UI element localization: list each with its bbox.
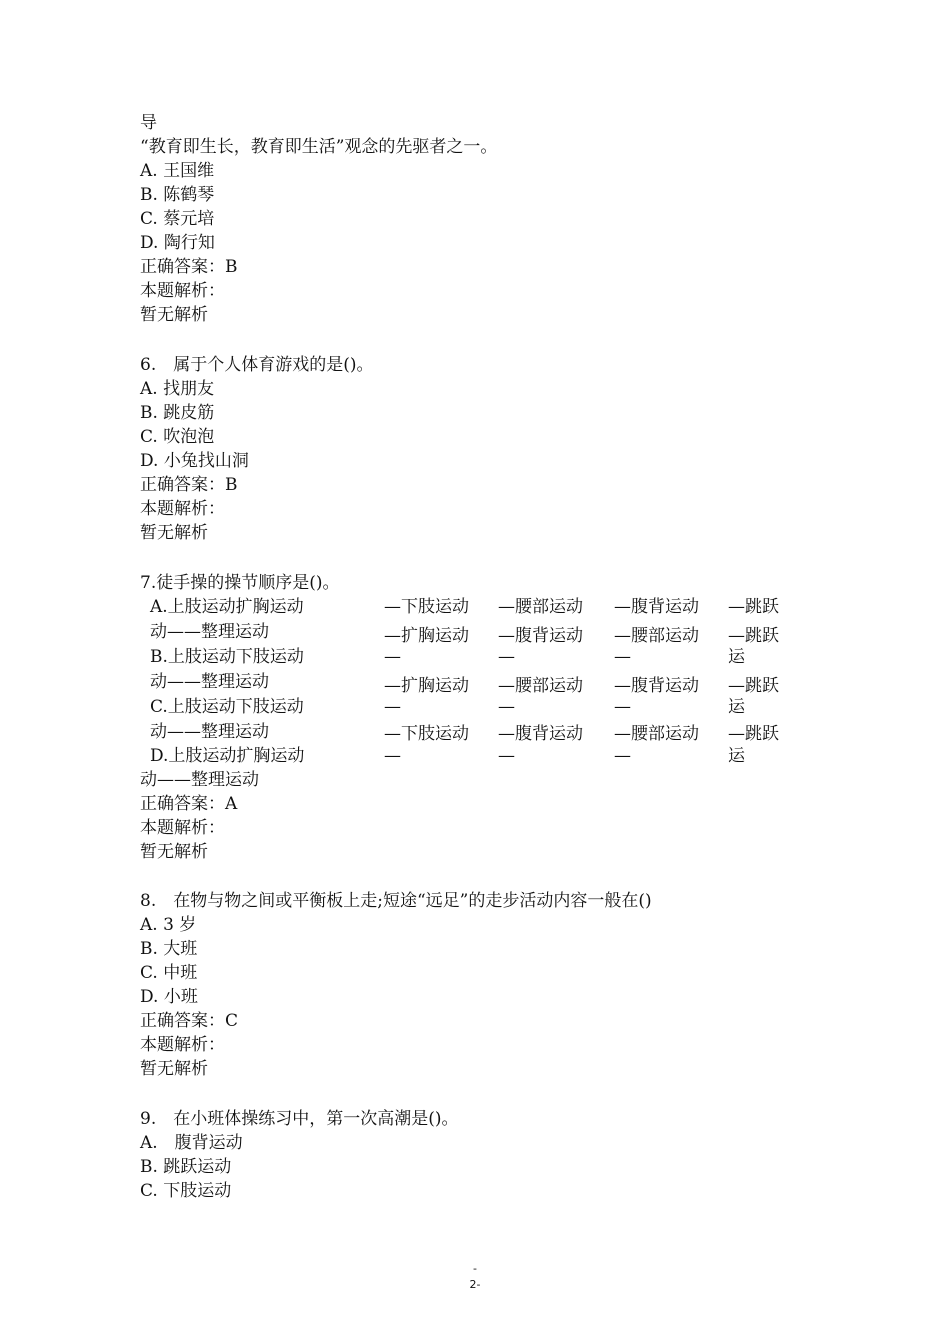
option-table-cell: — [614, 647, 631, 667]
analysis-label: 本题解析： [140, 1035, 225, 1055]
option-b: B. 陈鹤琴 [140, 185, 215, 205]
option-table-cell: 运 [728, 647, 745, 667]
correct-answer: 正确答案：A [140, 794, 238, 814]
option-table-cell: —下肢运动 [384, 724, 469, 744]
option-b: B. 大班 [140, 939, 198, 959]
option-table-cell: —跳跃 [728, 626, 779, 646]
option-c: C. 下肢运动 [140, 1181, 232, 1201]
option-table-cell: — [384, 746, 401, 766]
option-table-cell: C.上肢运动下肢运动 [150, 697, 304, 717]
option-table-cell: — [498, 746, 515, 766]
option-table-cell: 动——整理运动 [150, 672, 269, 692]
question-continuation: 导 [140, 113, 157, 133]
option-a: A. 找朋友 [140, 379, 215, 399]
option-d: D. 小班 [140, 987, 198, 1007]
option-table-cell: —扩胸运动 [384, 676, 469, 696]
option-b: B. 跳皮筋 [140, 403, 215, 423]
option-table-cell: — [384, 697, 401, 717]
question-stem: 8. 在物与物之间或平衡板上走;短途“远足”的走步活动内容一般在() [140, 891, 652, 911]
option-table-cell: 运 [728, 746, 745, 766]
correct-answer: 正确答案：C [140, 1011, 239, 1031]
option-table-cell: 动——整理运动 [150, 722, 269, 742]
option-a: A. 3 岁 [140, 915, 197, 935]
option-table-cell: D.上肢运动扩胸运动 [150, 746, 305, 766]
option-table-cell: A.上肢运动扩胸运动 [150, 597, 304, 617]
option-table-cell: — [498, 647, 515, 667]
question-stem: 7.徒手操的操节顺序是()。 [140, 573, 340, 593]
option-table-cell: — [498, 697, 515, 717]
option-table-cell: —下肢运动 [384, 597, 469, 617]
question-stem: 9. 在小班体操练习中，第一次高潮是()。 [140, 1109, 459, 1129]
option-table-cell: —腰部运动 [498, 597, 583, 617]
footer-dash: - [473, 1262, 477, 1275]
analysis-label: 本题解析： [140, 281, 225, 301]
option-table-cell: —腹背运动 [614, 676, 699, 696]
option-table-cell: B.上肢运动下肢运动 [150, 647, 304, 667]
analysis-label: 本题解析： [140, 499, 225, 519]
option-table-cell: —腰部运动 [614, 724, 699, 744]
option-a: A. 王国维 [140, 161, 215, 181]
option-c: C. 蔡元培 [140, 209, 215, 229]
analysis-text: 暂无解析 [140, 842, 208, 862]
option-table-cell: — [384, 647, 401, 667]
option-table-cell: —扩胸运动 [384, 626, 469, 646]
option-table-cell: — [614, 746, 631, 766]
analysis-text: 暂无解析 [140, 1059, 208, 1079]
page-number: 2- [469, 1278, 481, 1291]
option-d: D. 陶行知 [140, 233, 215, 253]
option-c: C. 吹泡泡 [140, 427, 215, 447]
option-table-cell: —跳跃 [728, 676, 779, 696]
analysis-label: 本题解析： [140, 818, 225, 838]
option-table-cell: —腰部运动 [498, 676, 583, 696]
option-table-cell: —腹背运动 [498, 724, 583, 744]
option-d: D. 小兔找山洞 [140, 451, 249, 471]
option-table-cell: —跳跃 [728, 597, 779, 617]
option-table-cell: 运 [728, 697, 745, 717]
option-table-cell: 动——整理运动 [150, 622, 269, 642]
option-b: B. 跳跃运动 [140, 1157, 232, 1177]
analysis-text: 暂无解析 [140, 305, 208, 325]
option-table-cell: —跳跃 [728, 724, 779, 744]
option-table-cell: —腹背运动 [614, 597, 699, 617]
question-stem: 6. 属于个人体育游戏的是()。 [140, 355, 374, 375]
option-table-cell: —腰部运动 [614, 626, 699, 646]
option-table-cell: —腹背运动 [498, 626, 583, 646]
option-a: A. 腹背运动 [140, 1133, 243, 1153]
correct-answer: 正确答案：B [140, 475, 238, 495]
option-tail: 动——整理运动 [140, 770, 259, 790]
analysis-text: 暂无解析 [140, 523, 208, 543]
correct-answer: 正确答案：B [140, 257, 238, 277]
question-continuation: “教育即生长，教育即生活”观念的先驱者之一。 [140, 137, 498, 157]
option-c: C. 中班 [140, 963, 198, 983]
option-table-cell: — [614, 697, 631, 717]
